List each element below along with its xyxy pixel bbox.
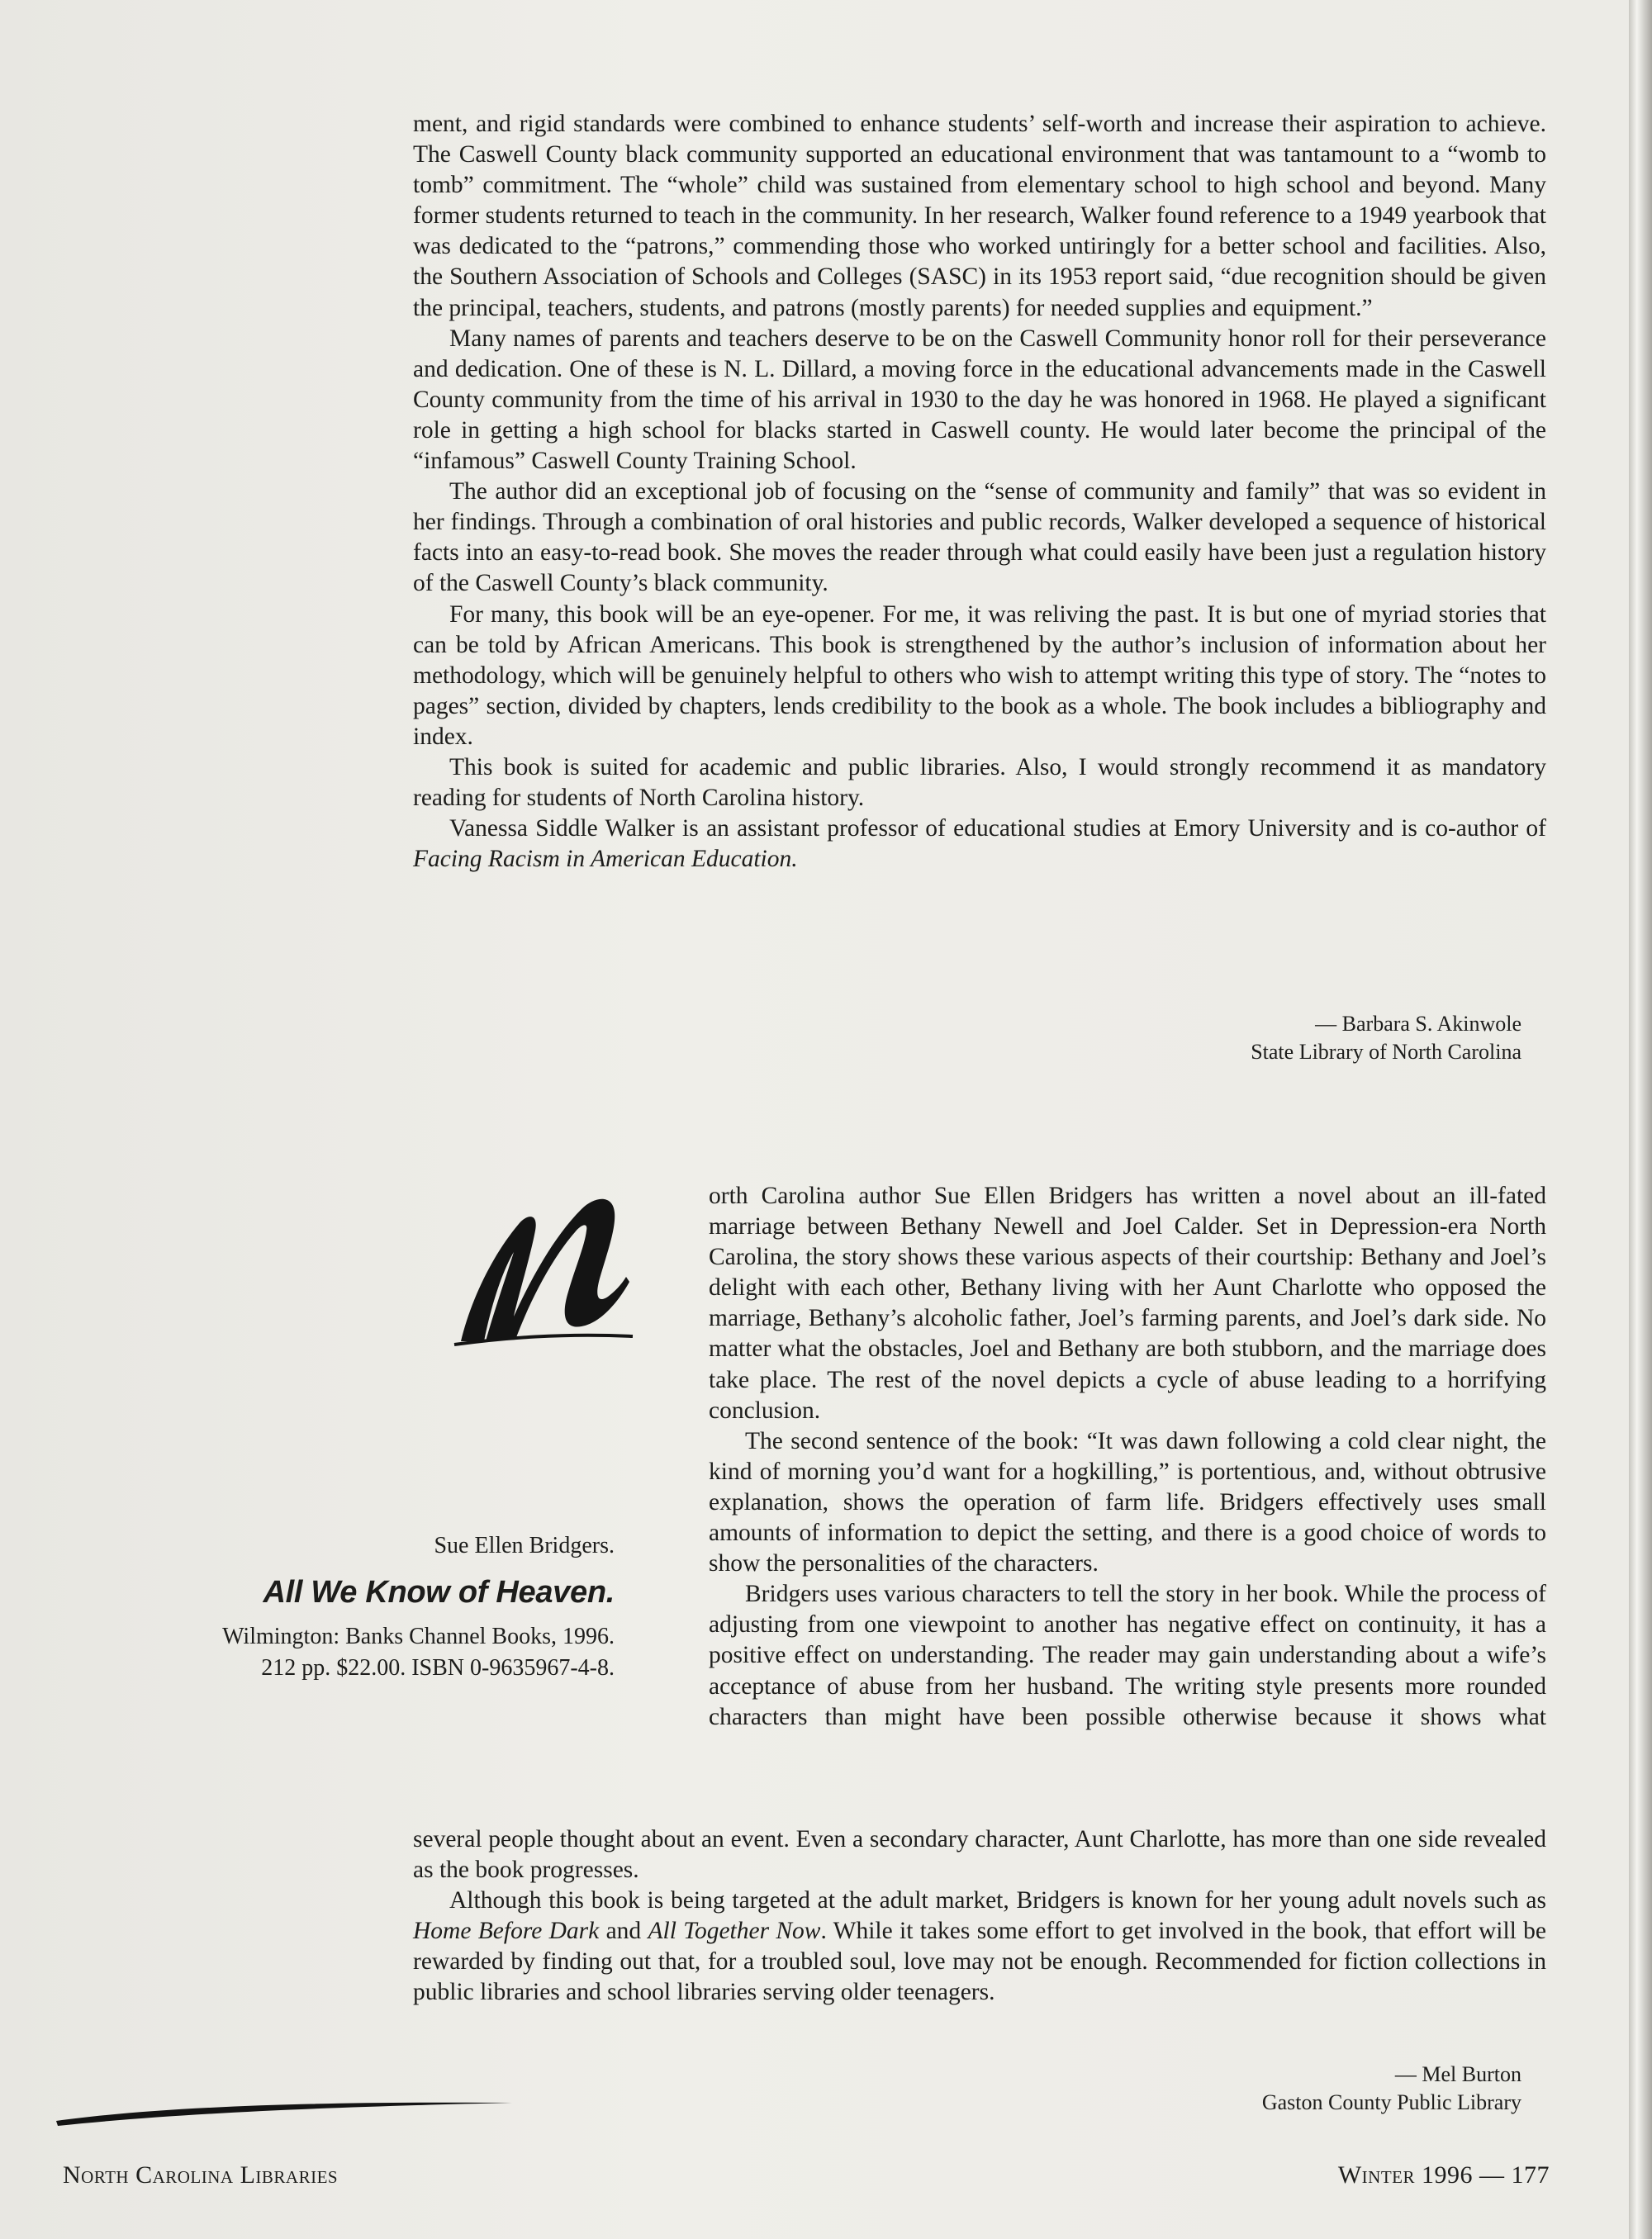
review1-paragraph-5: This book is suited for academic and public libraries. Also, I would strongly recommend it as mandatory reading for students of North Carolina history. <box>413 753 1546 812</box>
review-bridgers-body <box>709 1181 1546 1733</box>
dropcap-n-icon <box>438 1176 636 1358</box>
book-publisher: Wilmington: Banks Channel Books, 1996. <box>222 1624 615 1649</box>
review-bridgers-continued <box>413 1824 1546 2009</box>
review1-paragraph-3: The author did an exceptional job of focusing on the “sense of community and family” that was so evident in her findings. Through a combination of oral histories and public records, Walker developed a sequence of historical facts into an easy-to-read book. She moves the reader through what could easily have been just a regulation history of the Caswell County’s black community. <box>413 478 1546 597</box>
review2-paragraph-3: Bridgers uses various characters to tell the story in her book. While the process of adjusting from one viewpoint to another has negative effect on continuity, it has a positive effect on understanding. The reader may gain understanding about a wife’s acceptance of abuse from her husband. The writing style presents more rounded characters than might have been possible otherwise because it shows what <box>709 1581 1546 1730</box>
review2-paragraph-4: Although this book is being targeted at the adult market, Bridgers is known for her young adult novels such as Home Before Dark and All Together Now. While it takes some effort to get involved in the book, that effort will be rewarded by finding out that, for a troubled soul, love may not be enough. Recommended for fiction collections in public libraries and school libraries serving older teenagers. <box>413 1887 1546 2006</box>
book-citation <box>222 1530 615 1684</box>
review2-paragraph-2: The second sentence of the book: “It was dawn following a cold clear night, the kind of morning you’d want for a hogkilling,” is portentious, and, without obtrusive explanation, shows the operation of farm life. Bridgers effectively uses small amounts of information to depict the setting, and there is a good choice of words to show the personalities of the characters. <box>709 1427 1546 1577</box>
book-author: Sue Ellen Bridgers. <box>434 1533 615 1558</box>
title-all-together-now: All Together Now <box>648 1918 821 1945</box>
review1-coauthored-title: Facing Racism in American Education. <box>413 846 798 873</box>
review1-signature <box>1251 1010 1521 1066</box>
review2-reviewer: — Mel Burton <box>1394 2062 1521 2086</box>
review1-paragraph-4: For many, this book will be an eye-opener. For me, it was reliving the past. It is but one of myriad stories that can be told by African Americans. This book is strengthened by the author’s inclusion of information about her methodology, which will be genuinely helpful to others who wish to attempt writing this type of story. The “notes to pages” section, divided by chapters, lends credibility to the book as a whole. The book includes a bibliography and index. <box>413 600 1546 750</box>
book-details: 212 pp. $22.00. ISBN 0-9635967-4-8. <box>261 1655 615 1681</box>
review1-author-note: Vanessa Siddle Walker is an assistant professor of educational studies at Emory University and is co-author of <box>449 815 1546 842</box>
review2-signature <box>1262 2061 1521 2117</box>
decorative-rule-icon <box>53 2096 515 2129</box>
review-walker-body <box>413 109 1546 875</box>
bleed-through-left <box>33 149 421 1338</box>
review2-paragraph-1: orth Carolina author Sue Ellen Bridgers has written a novel about an ill-fated marriage between Bethany Newell and Joel Calder. Set in Depression-era North Carolina, the story shows these various aspects of their courtship: Bethany and Joel’s delight with each other, Bethany living with her Aunt Charlotte who opposed the marriage, Bethany’s alcoholic father, Joel’s farming parents, and Joel’s dark side. No matter what the obstacles, Joel and Bethany are both stubborn, and the marriage does take place. The rest of the novel depicts a cycle of abuse leading to a horrifying conclusion. <box>709 1183 1546 1424</box>
review1-reviewer: — Barbara S. Akinwole <box>1315 1012 1521 1036</box>
review1-affiliation: State Library of North Carolina <box>1251 1040 1521 1064</box>
review1-paragraph-1: ment, and rigid standards were combined to enhance students’ self-worth and increase their aspiration to achieve. The Caswell County black community supported an educational environment that was tantamount to a “womb to tomb” commitment. The “whole” child was sustained from elementary school to high school and beyond. Many former students returned to teach in the community. In her research, Walker found reference to a 1949 yearbook that was dedicated to the “patrons,” commending those who worked untiringly for a better school and facilities. Also, the Southern Association of Schools and Colleges (SASC) in its 1953 report said, “due recognition should be given the principal, teachers, students, and patrons (mostly parents) for needed supplies and equipment.” <box>413 111 1546 321</box>
review1-paragraph-2: Many names of parents and teachers deserve to be on the Caswell Community honor roll for their perseverance and dedication. One of these is N. L. Dillard, a moving force in the educational advancements made in the Caswell County community from the time of his arrival in 1930 to the day he was honored in 1968. He played a significant role in getting a high school for blacks started in Caswell county. He would later become the principal of the “infamous” Caswell County Training School. <box>413 325 1546 475</box>
page-spine-edge <box>1629 0 1652 2239</box>
footer-journal-name: North Carolina Libraries <box>63 2161 339 2189</box>
footer-issue-page: Winter 1996 — 177 <box>1337 2161 1550 2189</box>
review2-paragraph-3-cont: several people thought about an event. Even a secondary character, Aunt Charlotte, has more than one side revealed as the book progresses. <box>413 1826 1546 1884</box>
review2-affiliation: Gaston County Public Library <box>1261 2090 1521 2114</box>
review1-paragraph-6 <box>413 814 1546 875</box>
book-title: All We Know of Heaven. <box>263 1575 615 1610</box>
title-home-before-dark: Home Before Dark <box>413 1918 600 1945</box>
